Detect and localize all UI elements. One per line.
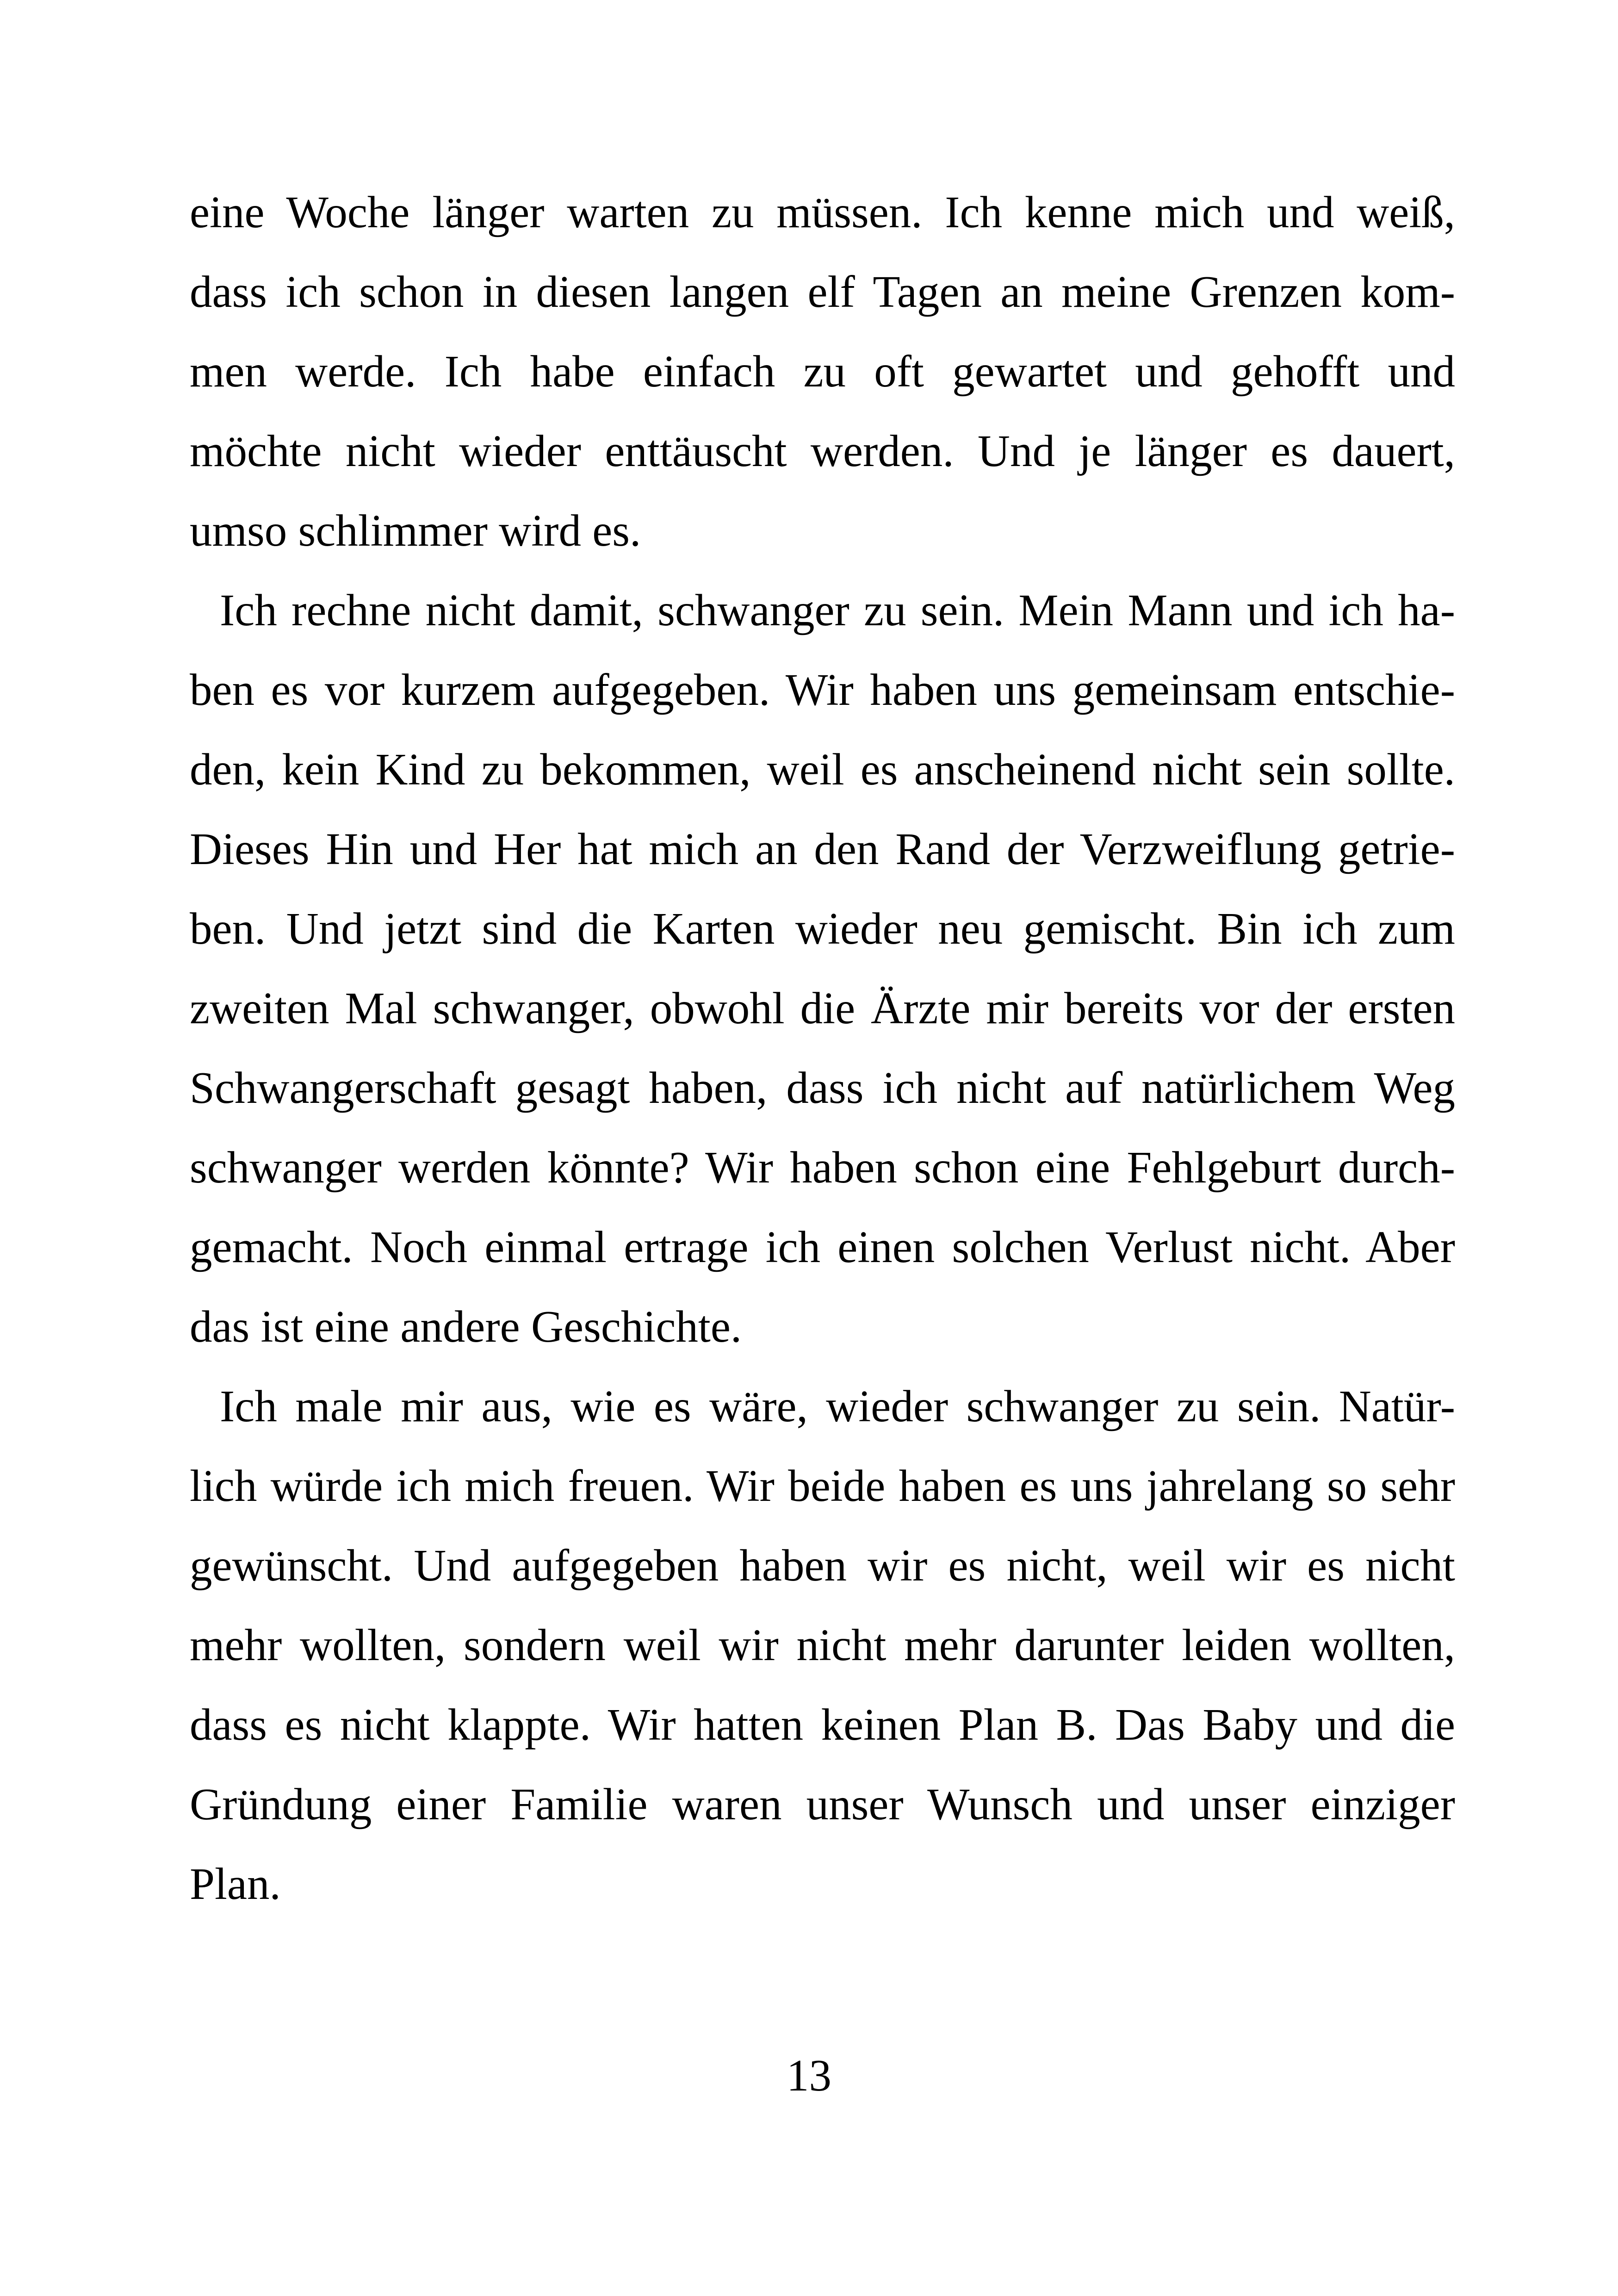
text-line: mehr wollten, sondern weil wir nicht mehr darunter leiden wollten, <box>190 1620 1455 1670</box>
text-line: men werde. Ich habe einfach zu oft gewartet und gehofft und <box>190 347 1455 396</box>
text-line: ben es vor kurzem aufgegeben. Wir haben uns gemeinsam entschie- <box>190 665 1455 715</box>
text-line: zweiten Mal schwanger, obwohl die Ärzte mir bereits vor der ersten <box>190 983 1455 1033</box>
text-block <box>190 173 1455 1924</box>
text-line: dass es nicht klappte. Wir hatten keinen Plan B. Das Baby und die <box>190 1700 1455 1749</box>
text-line: eine Woche länger warten zu müssen. Ich kenne mich und weiß, <box>190 187 1455 237</box>
paragraph <box>190 1367 1455 1924</box>
paragraph <box>190 571 1455 1367</box>
text-line: umso schlimmer wird es. <box>190 506 641 555</box>
text-line: möchte nicht wieder enttäuscht werden. Und je länger es dauert, <box>190 426 1455 476</box>
text-line: den, kein Kind zu bekommen, weil es anscheinend nicht sein sollte. <box>190 745 1455 794</box>
text-line: gemacht. Noch einmal ertrage ich einen solchen Verlust nicht. Aber <box>190 1222 1455 1272</box>
text-line: das ist eine andere Geschichte. <box>190 1302 742 1351</box>
text-line: Schwangerschaft gesagt haben, dass ich nicht auf natürlichem Weg <box>190 1063 1455 1113</box>
text-line: ben. Und jetzt sind die Karten wieder neu gemischt. Bin ich zum <box>190 904 1455 953</box>
text-line: lich würde ich mich freuen. Wir beide haben es uns jahrelang so sehr <box>190 1461 1455 1511</box>
text-line: schwanger werden könnte? Wir haben schon eine Fehlgeburt durch- <box>190 1143 1455 1192</box>
text-line: Plan. <box>190 1859 281 1909</box>
text-line: Gründung einer Familie waren unser Wunsch und unser einziger <box>190 1780 1455 1829</box>
page-number: 13 <box>787 2051 831 2100</box>
text-line: gewünscht. Und aufgegeben haben wir es nicht, weil wir es nicht <box>190 1541 1455 1590</box>
text-line: Dieses Hin und Her hat mich an den Rand der Verzweiflung getrie- <box>190 824 1455 874</box>
text-line: Ich male mir aus, wie es wäre, wieder schwanger zu sein. Natür- <box>220 1381 1455 1431</box>
text-line: Ich rechne nicht damit, schwanger zu sein. Mein Mann und ich ha- <box>220 585 1455 635</box>
text-line: dass ich schon in diesen langen elf Tagen an meine Grenzen kom- <box>190 267 1455 317</box>
paragraph <box>190 173 1455 571</box>
